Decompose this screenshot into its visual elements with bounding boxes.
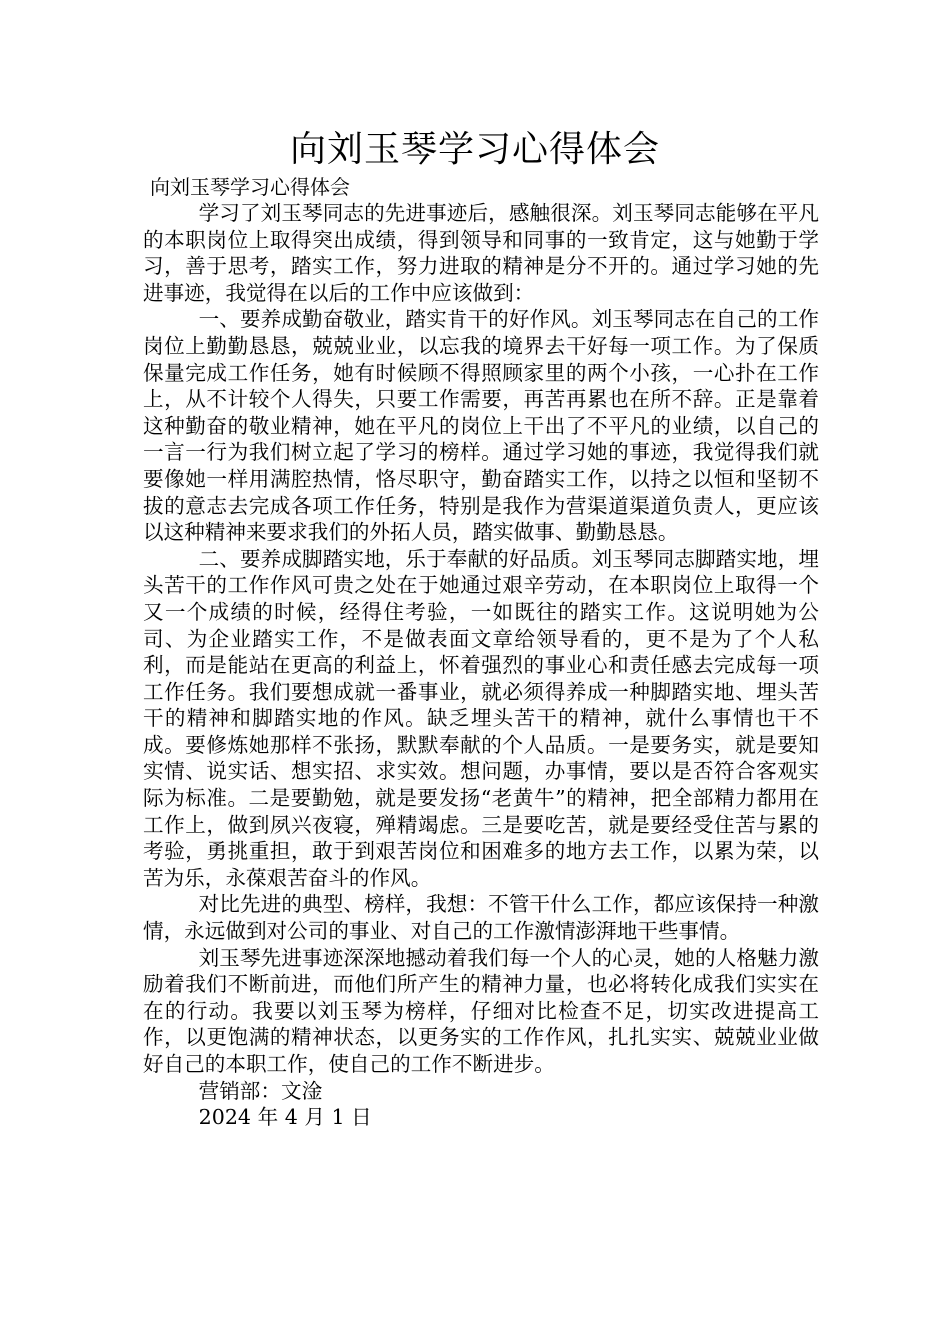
paragraph-point-one: 一、要养成勤奋敬业，踏实肯干的好作风。刘玉琴同志在自己的工作岗位上勤勤恳恳，兢兢业业，以忘我的境界去干好每一项工作。为了保质保量完成工作任务，她有时候顾不得照顾家里的两个小孩，一心扑在工作上，从不计较个人得失，只要工作需要，再苦再累也在所不辞。正是靠着这种勤奋的敬业精神，她在平凡的岗位上干出了不平凡的业绩，以自己的一言一行为我们树立起了学习的榜样。通过学习她的事迹，我觉得我们就要像她一样用满腔热情，恪尽职守，勤奋踏实工作，以持之以恒和坚韧不拔的意志去完成各项工作任务，特别是我作为营渠道渠道负责人，更应该以这种精神来要求我们的外拓人员，踏实做事、勤勤恳恳。 — [143, 307, 819, 545]
paragraph-point-two: 二、要养成脚踏实地，乐于奉献的好品质。刘玉琴同志脚踏实地，埋头苦干的工作作风可贵之处在于她通过艰辛劳动，在本职岗位上取得一个又一个成绩的时候，经得住考验，一如既往的踏实工作。这说明她为公司、为企业踏实工作，不是做表面文章给领导看的，更不是为了个人私利，而是能站在更高的利益上，怀着强烈的事业心和责任感去完成每一项工作任务。我们要想成就一番事业，就必须得养成一种脚踏实地、埋头苦干的精神和脚踏实地的作风。缺乏埋头苦干的精神，就什么事情也干不成。要修炼她那样不张扬，默默奉献的个人品质。一是要务实，就是要知实情、说实话、想实招、求实效。想问题，办事情，要以是否符合客观实际为标准。二是要勤勉，就是要发扬“老黄牛”的精神，把全部精力都用在工作上，做到夙兴夜寝，殚精竭虑。三是要吃苦，就是要经受住苦与累的考验，勇挑重担，敢于到艰苦岗位和困难多的地方去工作，以累为荣，以苦为乐，永葆艰苦奋斗的作风。 — [143, 546, 819, 890]
document-subtitle: 向刘玉琴学习心得体会 — [150, 175, 350, 199]
signature: 营销部：文淦 — [198, 1078, 323, 1103]
paragraph-reflection: 对比先进的典型、榜样，我想：不管干什么工作，都应该保持一种激情，永远做到对公司的事业、对自己的工作激情澎湃地干些事情。 — [143, 892, 819, 944]
document-title: 向刘玉琴学习心得体会 — [289, 129, 660, 170]
paragraph-intro: 学习了刘玉琴同志的先进事迹后，感触很深。刘玉琴同志能够在平凡的本职岗位上取得突出成绩，得到领导和同事的一致肯定，这与她勤于学习，善于思考，踏实工作，努力进取的精神是分不开的。通过学习她的先进事迹，我觉得在以后的工作中应该做到： — [143, 201, 819, 305]
paragraph-conclusion: 刘玉琴先进事迹深深地撼动着我们每一个人的心灵，她的人格魅力激励着我们不断前进，而他们所产生的精神力量，也必将转化成我们实实在在的行动。我要以刘玉琴为榜样，仔细对比检查不足，切实改进提高工作，以更饱满的精神状态，以更务实的工作作风，扎扎实实、兢兢业业做好自己的本职工作，使自己的工作不断进步。 — [143, 945, 819, 1076]
date: 2024 年 4 月 1 日 — [198, 1105, 372, 1130]
document-body — [143, 200, 819, 1131]
